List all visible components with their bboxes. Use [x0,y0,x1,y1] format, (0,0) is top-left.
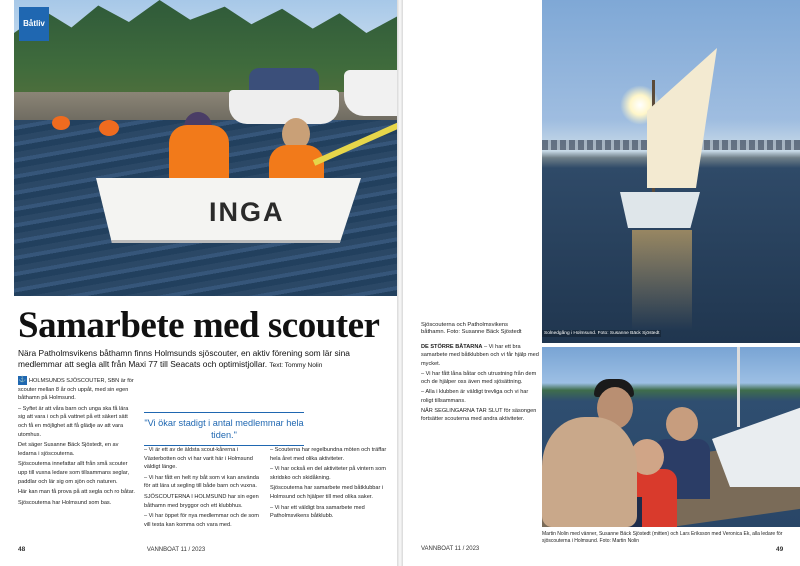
article-columns [18,376,392,548]
hero-photo [14,0,397,296]
folio-right [421,546,784,553]
sail-photo-caption [542,331,797,336]
paragraph: HOLMSUNDS SJÖSCOUTER, SBN är för scouter mellan 8 år och uppåt, med sin egen båthamn på Holmsund. [18,377,134,402]
group-photo [542,347,800,527]
right-column [421,343,539,426]
paragraph: Det säger Susanne Bäck Sjöstedt, en av ledarna i sjöscouterna. [18,442,119,457]
column-3 [270,446,388,523]
paragraph: SJÖSCOUTERNA I HOLMSUND har sin egen båthamn med bryggor och ett klubbhus. [144,493,259,509]
folio-left [18,546,205,553]
paragraph: Sjöscouterna har Holmsund som bas. [18,499,112,506]
paragraph: – Vi har ett väldigt bra samarbete med Patholmsvikens båtklubb. [270,504,365,520]
paragraph: – Alla i klubben är väldigt trevliga och vi har roligt tillsammans. [421,389,529,404]
anchor-icon: ⚓ [18,377,27,383]
page-number: 49 [776,546,784,553]
folio-text: VANNBOAT 11 / 2023 [421,546,480,552]
paragraph: – Vi har också en del aktiviteter på vintern som skridsko och skidåkning. [270,466,386,481]
right-page [403,0,800,566]
paragraph: NÄR SEGLINGARNA TAR SLUT för säsongen fortsätter scouterna med andra aktiviteter. [421,408,537,423]
pull-quote: "Vi ökar stadigt i antal medlemmar hela tiden." [144,412,304,446]
section-badge: Båtliv [19,7,49,41]
folio-text: VANNBOAT 11 / 2023 [146,547,206,553]
byline: Text: Tommy Nolin [269,362,323,369]
paragraph: – Scouterna har regelbundna möten och träffar hela året med olika aktiviteter. [270,447,387,462]
column-heading: DE STÖRRE BÅTARNA [421,344,483,350]
boat-name-text: INGA [209,197,285,227]
left-page [0,0,397,566]
paragraph: Sjöscouterna innefattar allt från små scouter upp till vuxna ledare som tillsammans seglar, paddlar och lär sig om sjön och naturen. [18,461,129,485]
headline: Samarbete med scouter [18,305,380,346]
group-photo-caption: Martin Nolin med vänner, Susanne Bäck Sjöstedt (mitten) och Lars Eriksson med Veronica Ek, alla ledare för sjöscouterna i Holmsund. Foto: Martin Nolin [542,531,783,544]
column-2 [144,446,262,531]
ingress [18,348,390,371]
page-number: 48 [18,546,26,553]
photo-caption: Sjöscouterna och Patholmsvikens båthamn. Foto: Susanne Bäck Sjöstedt [421,322,522,336]
paragraph: – Vi har öppet för nya medlemmar och de som vill testa kan komma och vara med. [144,513,259,528]
paragraph: – Syftet är att våra barn och unga ska få lära sig att vara i och på vattnet på ett säkert sätt och få en möjlighet att få glädje av att vara utomhus. [18,405,129,438]
paragraph: – Vi är ett av de äldsta scout-kårerna i Västerbotten och vi har varit här i Holmsund väldigt länge. [144,447,253,471]
sailboat-photo [542,0,800,343]
paragraph: – Vi har fått låna båtar och utrustning från dem och de hjälper oss även med sjösättning. [421,370,537,386]
paragraph: – Vi har fått en helt ny båt som vi kan använda för att lära ut segling till både barn och vuxna. [144,474,259,490]
paragraph: Här kan man få prova på att segla och ro båtar. [18,489,135,496]
sail-caption-text: Solnedgång i Holmsund. Foto: Susanne Bäck Sjöstedt [544,331,660,336]
paragraph: Sjöscouterna har samarbete med båtklubbar i Holmsund och hjälper till med olika saker. [270,485,384,500]
paragraph: – Vi har ett bra samarbete med båtklubben och vi får hjälp med mycket. [421,344,539,367]
ingress-text: Nära Patholmsvikens båthamn finns Holmsunds sjöscouter, en aktiv förening som lär sina medlemmar att segla allt från Maxi 77 till Seacats och optimistjollar. [18,348,350,369]
column-1 [18,376,136,509]
